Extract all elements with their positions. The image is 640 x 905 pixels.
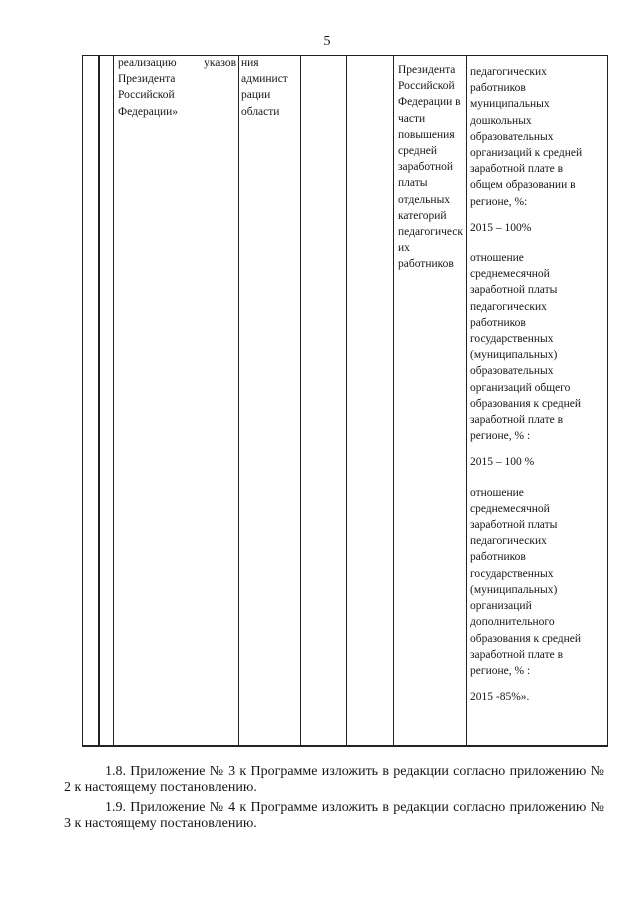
cell-line: отношение — [470, 252, 524, 265]
cell-line: заработной — [398, 161, 454, 174]
table-bottom-border — [82, 745, 608, 747]
table-column-line — [82, 55, 83, 746]
cell-line: Российской — [118, 89, 175, 102]
cell-line: дополнительного — [470, 616, 555, 629]
cell-line: заработной платы — [470, 284, 558, 297]
cell-line: муниципальных — [470, 98, 550, 111]
table-column-line — [393, 55, 394, 746]
cell-line: категорий — [398, 209, 447, 222]
cell-line: (муниципальных) — [470, 349, 558, 362]
indicator-block-general — [470, 250, 606, 444]
table-column-line — [607, 55, 608, 746]
cell-line: Российской — [398, 80, 455, 93]
cell-line: организаций — [470, 600, 532, 613]
cell-line: организаций к средней — [470, 147, 583, 160]
cell-line: образования к средней — [470, 632, 582, 645]
cell-line: области — [241, 105, 280, 118]
cell-line: заработной плате в — [470, 414, 564, 427]
cell-line: Президента — [398, 64, 456, 76]
cell-line: части — [398, 112, 426, 125]
cell-line: образования к средней — [470, 397, 582, 410]
table-column-line — [346, 55, 347, 746]
cell-line: отношение — [470, 486, 524, 499]
table-column-line — [98, 55, 100, 746]
cell-line: заработной платы — [470, 519, 558, 532]
cell-line: отдельных — [398, 193, 451, 206]
cell-line: работников — [470, 316, 526, 329]
indicator-value: 2015 – 100 % — [470, 456, 535, 469]
cell-line: их — [398, 242, 410, 255]
cell-line: государственных — [470, 333, 554, 346]
cell-line: (муниципальных) — [470, 583, 558, 596]
cell-line: регионе, % : — [470, 430, 531, 443]
paragraph-text: 1.9. Приложение № 4 к Программе изложить в редакции согласно приложению № 3 к настоящему постановлению. — [64, 800, 604, 831]
page-number: 5 — [323, 34, 331, 49]
cell-line: государственных — [470, 567, 554, 580]
cell-line: регионе, %: — [470, 195, 528, 208]
cell-line: педагогическ — [398, 226, 463, 239]
cell-line: педагогических — [470, 66, 547, 78]
table-cell-expected-result — [398, 62, 474, 273]
table-column-line — [113, 55, 114, 746]
paragraph-text: 1.8. Приложение № 3 к Программе изложить в редакции согласно приложению № 2 к настоящему постановлению. — [64, 764, 604, 795]
cell-line: повышения — [398, 128, 455, 141]
cell-line: организаций общего — [470, 381, 571, 394]
cell-line: Федерации в — [398, 96, 461, 109]
cell-line: работников — [398, 258, 454, 271]
cell-line: общем образовании в — [470, 179, 576, 192]
cell-line: регионе, % : — [470, 664, 531, 677]
indicator-block-additional — [470, 485, 606, 679]
cell-line: заработной плате в — [470, 163, 564, 176]
cell-line: образовательных — [470, 365, 554, 378]
cell-line: ния — [241, 57, 259, 69]
table-cell-program-name — [118, 55, 236, 120]
indicator-block-preschool — [470, 64, 606, 210]
table-column-line — [300, 55, 301, 746]
cell-line: заработной плате в — [470, 648, 564, 661]
cell-line: образовательных — [470, 130, 554, 143]
cell-line: работников — [470, 82, 526, 95]
cell-line: средней — [398, 145, 438, 158]
cell-line: рации — [241, 89, 271, 102]
cell-line: среднемесячной — [470, 268, 550, 281]
cell-line: работников — [470, 551, 526, 564]
table-column-line — [238, 55, 239, 746]
cell-line: педагогических — [470, 300, 547, 313]
indicator-value: 2015 -85%». — [470, 691, 530, 704]
cell-line: дошкольных — [470, 114, 532, 127]
paragraph-1-9 — [64, 800, 604, 832]
cell-line: админист — [241, 73, 288, 86]
cell-line: среднемесячной — [470, 502, 550, 515]
indicator-value: 2015 – 100% — [470, 221, 532, 234]
table-cell-indicators — [470, 64, 606, 719]
cell-line: платы — [398, 177, 428, 190]
cell-line: реализацию указов — [118, 57, 236, 69]
cell-line: Федерации» — [118, 105, 179, 118]
table-cell-executor — [241, 55, 299, 120]
paragraph-1-8 — [64, 764, 604, 796]
cell-line: педагогических — [470, 535, 547, 548]
cell-line: Президента — [118, 73, 176, 86]
